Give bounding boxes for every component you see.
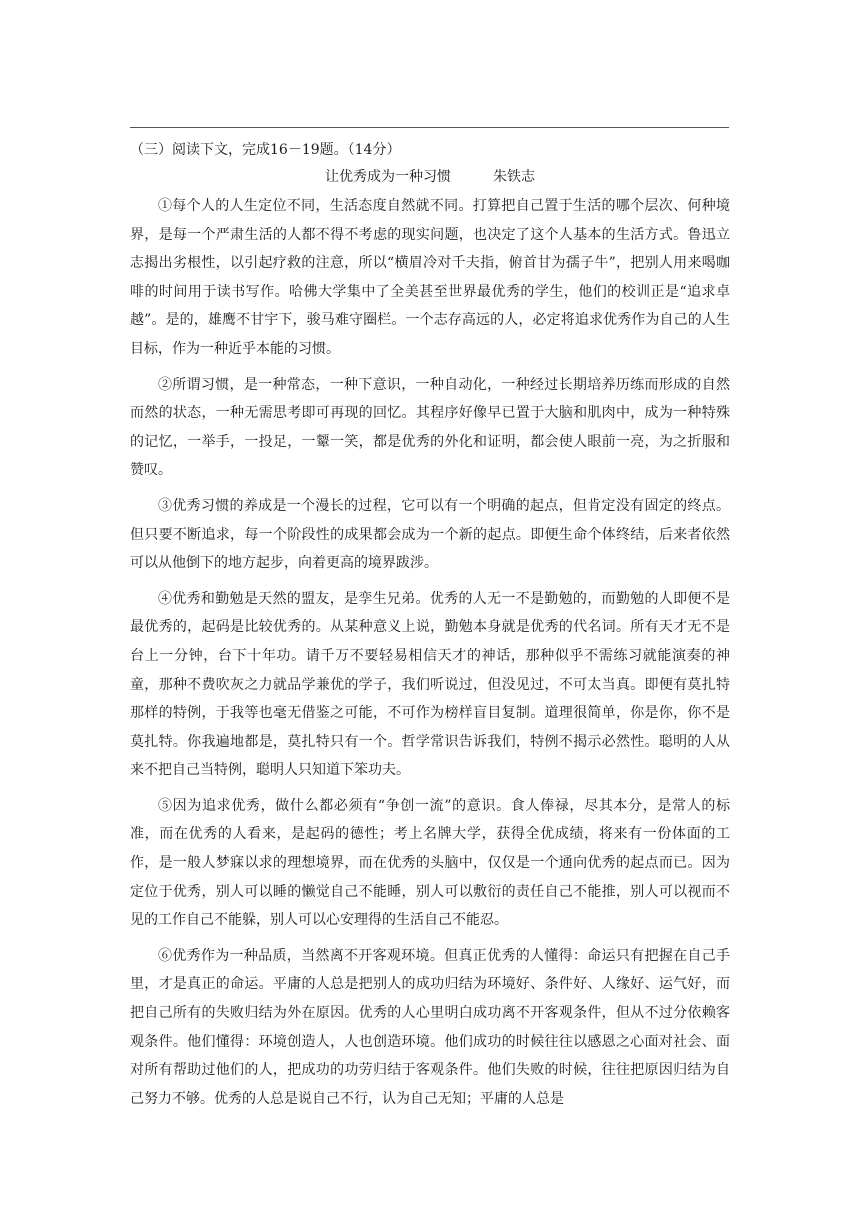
document-body — [130, 138, 730, 1113]
section-heading: （三）阅读下文，完成16－19题。（14分） — [130, 142, 401, 158]
paragraph-6: ⑥优秀作为一种品质，当然离不开客观环境。但真正优秀的人懂得：命运只有把握在自己手里，才是真正的命运。平庸的人总是把别人的成功归结为环境好、条件好、人缘好、运气好，而把自己所有的失败归结为外在原因。优秀的人心里明白成功离不开客观条件，但从不过分依赖客观条件。他们懂得：环境创造人，人也创造环境。他们成功的时候往往以感恩之心面对社会、面对所有帮助过他们的人，把成功的功劳归结于客观条件。他们失败的时候，往往把原因归结为自己努力不够。优秀的人总是说自己不行，认为自己无知；平庸的人总是 — [130, 947, 730, 1107]
paragraph-1: ①每个人的人生定位不同，生活态度自然就不同。打算把自己置于生活的哪个层次、何种境界，是每一个严肃生活的人都不得不考虑的现实问题，也决定了这个人基本的生活方式。鲁迅立志揭出劣根性，以引起疗救的注意，所以“横眉冷对千夫指，俯首甘为孺子牛”，把别人用来喝咖啡的时间用于读书写作。哈佛大学集中了全美甚至世界最优秀的学生，他们的校训正是“追求卓越”。是的，雄鹰不甘宇下，骏马难守圈栏。一个志存高远的人，必定将追求优秀作为自己的人生目标，作为一种近乎本能的习惯。 — [130, 198, 730, 357]
title-line — [130, 162, 730, 192]
article-title: 让优秀成为一种习惯 — [325, 169, 451, 185]
paragraph-2: ②所谓习惯，是一种常态，一种下意识，一种自动化，一种经过长期培养历练而形成的自然而然的状态，一种无需思考即可再现的回忆。其程序好像早已置于大脑和肌肉中，成为一种特殊的记忆，一举手，一投足，一颦一笑，都是优秀的外化和证明，都会使人眼前一亮，为之折服和赞叹。 — [130, 376, 730, 479]
author-name: 朱铁志 — [493, 169, 535, 185]
paragraph-3: ③优秀习惯的养成是一个漫长的过程，它可以有一个明确的起点，但肯定没有固定的终点。但只要不断追求，每一个阶段性的成果都会成为一个新的起点。即便生命个体终结，后来者依然可以从他倒下的地方起步，向着更高的境界跋涉。 — [130, 497, 730, 572]
header-rule — [130, 127, 729, 128]
paragraph-5: ⑤因为追求优秀，做什么都必须有“争创一流”的意识。食人俸禄，尽其本分，是常人的标准，而在优秀的人看来，是起码的德性；考上名牌大学，获得全优成绩，将来有一份体面的工作，是一般人梦寐以求的理想境界，而在优秀的头脑中，仅仅是一个通向优秀的起点而已。因为定位于优秀，别人可以睡的懒觉自己不能睡，别人可以敷衍的责任自己不能推，别人可以视而不见的工作自己不能躲，别人可以心安理得的生活自己不能忍。 — [130, 797, 730, 929]
paragraph-4: ④优秀和勤勉是天然的盟友，是孪生兄弟。优秀的人无一不是勤勉的，而勤勉的人即便不是最优秀的，起码是比较优秀的。从某种意义上说，勤勉本身就是优秀的代名词。所有天才无不是台上一分钟，台下十年功。请千万不要轻易相信天才的神话，那种似乎不需练习就能演奏的神童，那种不费吹灰之力就品学兼优的学子，我们听说过，但没见过，不可太当真。即便有莫扎特那样的特例，于我等也毫无借鉴之可能，不可作为榜样盲目复制。道理很简单，你是你，你不是莫扎特。你我遍地都是，莫扎特只有一个。哲学常识告诉我们，特例不揭示必然性。聪明的人从来不把自己当特例，聪明人只知道下笨功夫。 — [130, 590, 730, 779]
